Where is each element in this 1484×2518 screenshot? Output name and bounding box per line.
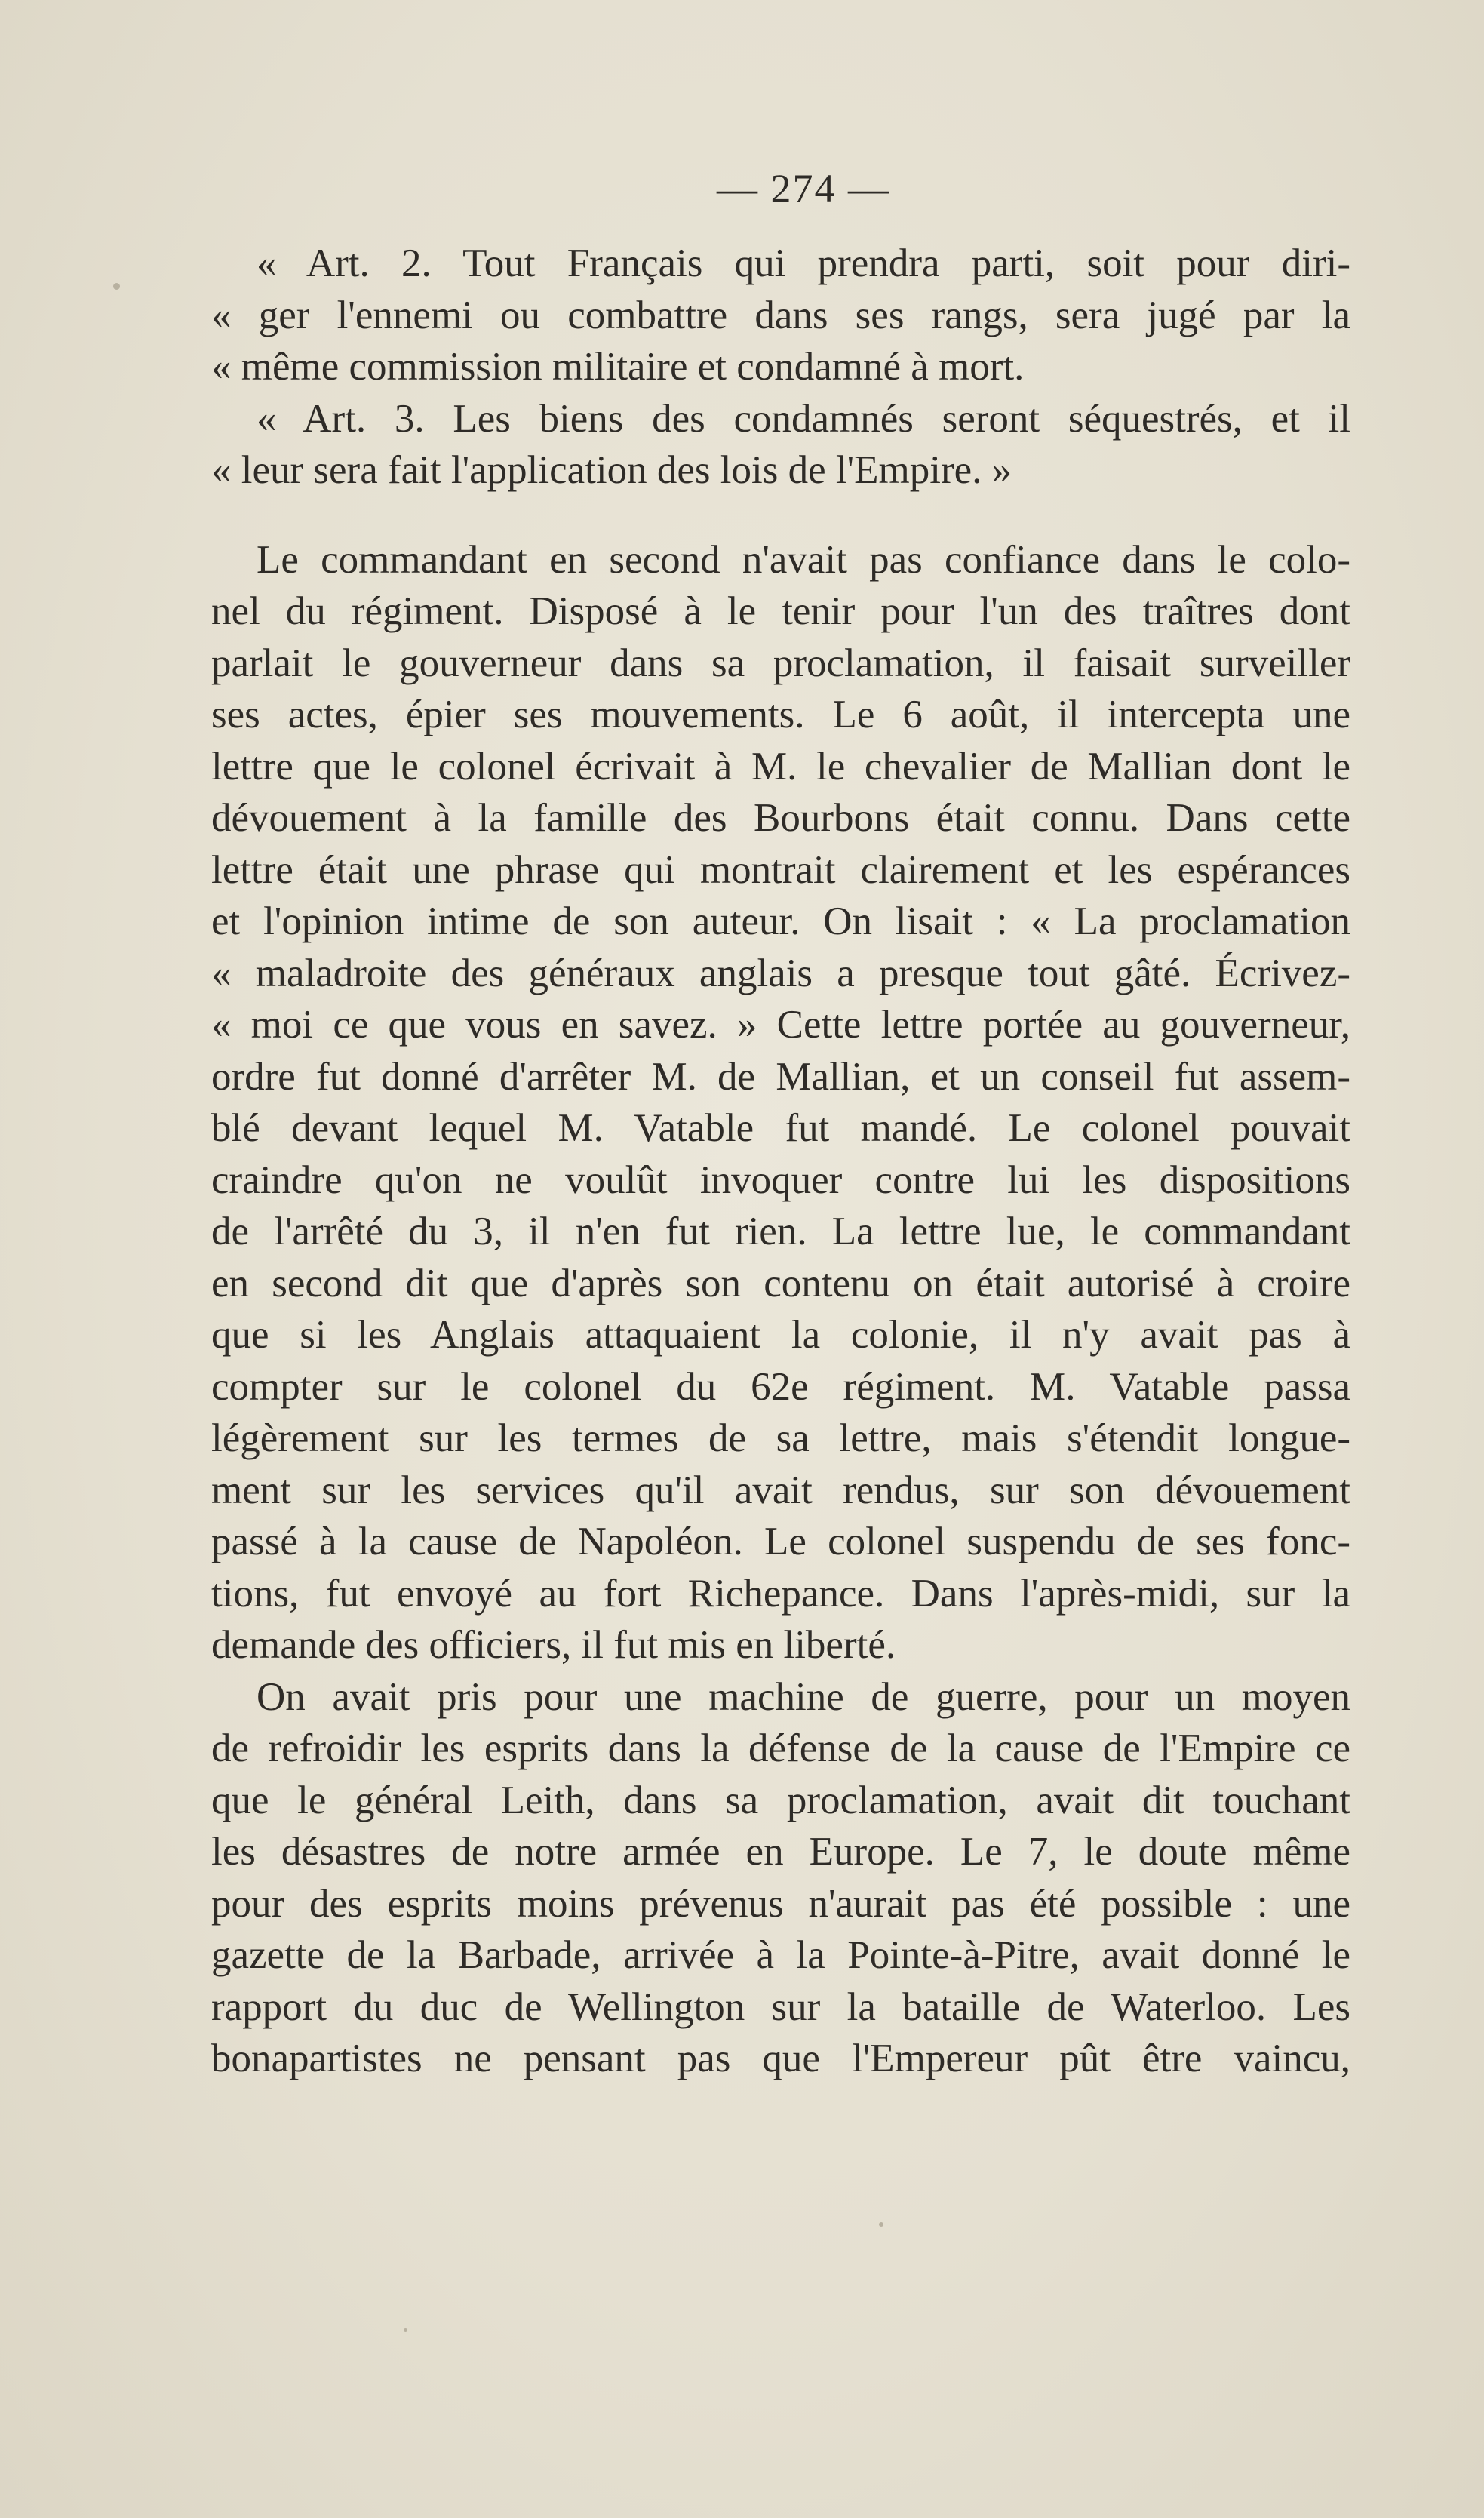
text-line: parlait le gouverneur dans sa proclamation, il faisait surveiller (211, 641, 1350, 685)
text-line: compter sur le colonel du 62e régiment. M. Vatable passa (211, 1364, 1350, 1409)
text-line: craindre qu'on ne voulût invoquer contre lui les dispositions (211, 1158, 1350, 1202)
text-line: et l'opinion intime de son auteur. On lisait : « La proclamation (211, 899, 1350, 943)
paper-speck (113, 283, 120, 290)
text-line: gazette de la Barbade, arrivée à la Pointe-à-Pitre, avait donné le (211, 1933, 1350, 1977)
quote-line: « ger l'ennemi ou combattre dans ses rangs, sera jugé par la (211, 293, 1350, 337)
paper-speck (404, 2328, 407, 2332)
quote-line: « Art. 2. Tout Français qui prendra parti, soit pour diri- (257, 241, 1350, 285)
text-line: légèrement sur les termes de sa lettre, mais s'étendit longue- (211, 1416, 1350, 1460)
text-line: de l'arrêté du 3, il n'en fut rien. La lettre lue, le commandant (211, 1210, 1350, 1253)
text-line: Le commandant en second n'avait pas confiance dans le colo- (257, 537, 1350, 582)
quote-line: « leur sera fait l'application des lois de l'Empire. » (211, 448, 1012, 492)
text-line: demande des officiers, il fut mis en liberté. (211, 1623, 896, 1667)
text-line: tions, fut envoyé au fort Richepance. Dans l'après-midi, sur la (211, 1571, 1350, 1616)
text-line: que le général Leith, dans sa proclamation, avait dit touchant (211, 1778, 1350, 1822)
quote-line: « Art. 3. Les biens des condamnés seront séquestrés, et il (257, 396, 1350, 441)
text-line: lettre que le colonel écrivait à M. le chevalier de Mallian dont le (211, 744, 1350, 789)
text-line: lettre était une phrase qui montrait clairement et les espérances (211, 847, 1350, 892)
text-line: nel du régiment. Disposé à le tenir pour l'un des traîtres dont (211, 589, 1350, 633)
text-line: que si les Anglais attaquaient la colonie, il n'y avait pas à (211, 1313, 1350, 1357)
text-line: dévouement à la famille des Bourbons était connu. Dans cette (211, 796, 1350, 840)
quote-line: « même commission militaire et condamné à mort. (211, 345, 1025, 389)
text-line: rapport du duc de Wellington sur la bataille de Waterloo. Les (211, 1985, 1350, 2029)
quoted-articles (211, 238, 1350, 497)
page-number: — 274 — (717, 166, 890, 211)
text-line: ment sur les services qu'il avait rendus, sur son dévouement (211, 1468, 1350, 1512)
paragraph-gap (211, 497, 1350, 534)
text-line: blé devant lequel M. Vatable fut mandé. Le colonel pouvait (211, 1106, 1350, 1150)
text-line: ses actes, épier ses mouvements. Le 6 août, il intercepta une (211, 693, 1350, 736)
text-line: « moi ce que vous en savez. » Cette lettre portée au gouverneur, (211, 1003, 1350, 1047)
text-line: de refroidir les esprits dans la défense de la cause de l'Empire ce (211, 1726, 1350, 1770)
text-line: les désastres de notre armée en Europe. Le 7, le doute même (211, 1830, 1350, 1874)
text-line: On avait pris pour une machine de guerre, pour un moyen (257, 1674, 1350, 1719)
paragraph (211, 534, 1350, 1671)
text-line: pour des esprits moins prévenus n'aurait pas été possible : une (211, 1881, 1350, 1926)
text-line: bonapartistes ne pensant pas que l'Empereur pût être vaincu, (211, 2037, 1350, 2080)
text-line: passé à la cause de Napoléon. Le colonel suspendu de ses fonc- (211, 1520, 1350, 1563)
page-text (211, 162, 1350, 2085)
text-line: ordre fut donné d'arrêter M. de Mallian, et un conseil fut assem- (211, 1054, 1350, 1099)
paper-speck (879, 2222, 883, 2227)
text-line: en second dit que d'après son contenu on était autorisé à croire (211, 1261, 1350, 1305)
paragraph (211, 1671, 1350, 2085)
text-line: « maladroite des généraux anglais a presque tout gâté. Écrivez- (211, 951, 1350, 995)
